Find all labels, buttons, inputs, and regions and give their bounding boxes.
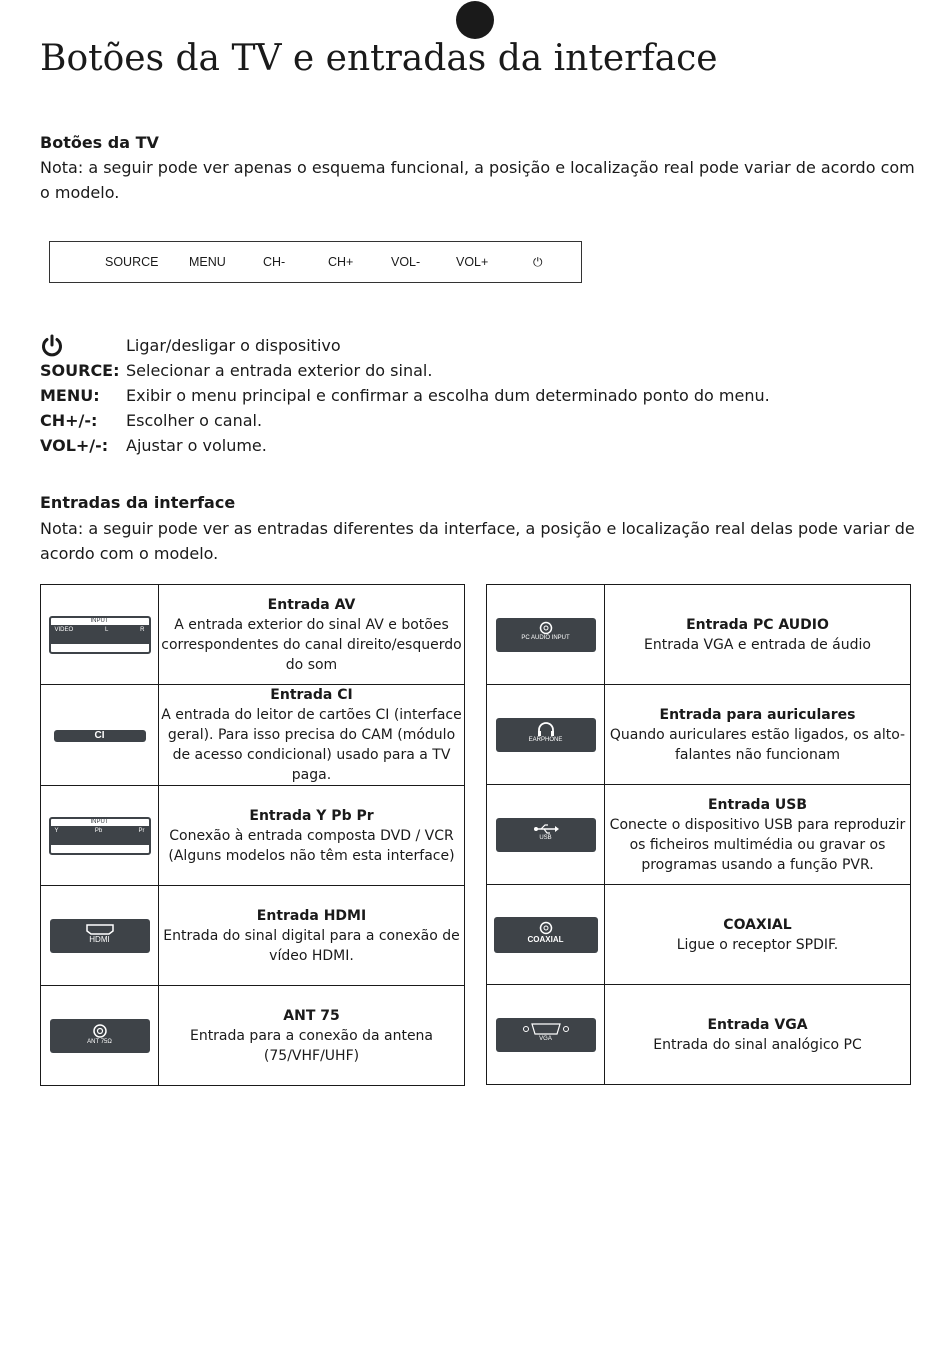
table-row <box>41 585 465 685</box>
legend-power-desc: Ligar/desligar o dispositivo <box>126 336 341 355</box>
ypbpr-plate-pr: Pr <box>138 827 145 834</box>
port-title: ANT 75 <box>283 1007 340 1024</box>
power-icon <box>40 334 64 362</box>
table-row <box>41 986 465 1086</box>
tv-button-bar <box>49 241 582 283</box>
legend-ch-term: CH+/-: <box>40 411 98 430</box>
port-desc: Entrada do sinal digital para a conexão de vídeo HDMI. <box>163 927 460 964</box>
ci-plate-cell <box>41 685 159 786</box>
vga-plate-cell <box>487 985 605 1085</box>
bar-vol-minus: VOL- <box>391 255 421 269</box>
av-plate-header: INPUT <box>51 618 149 626</box>
vga-plate-label: VGA <box>539 1035 552 1042</box>
ypbpr-plate-cell <box>41 786 159 886</box>
ypbpr-plate-header: INPUT <box>51 819 149 827</box>
ypbpr-plate-y: Y <box>54 827 59 834</box>
port-title: Entrada HDMI <box>256 907 367 924</box>
usb-icon <box>496 818 596 852</box>
earphone-text-cell <box>605 685 911 785</box>
headphone-icon <box>496 718 596 752</box>
hdmi-port-icon <box>50 919 150 953</box>
ports-table-right <box>486 584 911 1085</box>
ypbpr-input-icon <box>49 817 151 855</box>
hdmi-plate-label: HDMI <box>89 934 110 944</box>
earphone-plate-label: EARPHONE <box>528 736 563 743</box>
page-marker-dot <box>456 1 494 39</box>
pc-audio-port-icon <box>496 618 596 652</box>
ypbpr-text-cell <box>159 786 465 886</box>
usb-plate-label: USB <box>539 834 552 841</box>
table-row <box>41 886 465 986</box>
hdmi-plate-cell <box>41 886 159 986</box>
buttons-heading: Botões da TV <box>40 133 159 152</box>
hdmi-text-cell <box>159 886 465 986</box>
ypbpr-plate-pb: Pb <box>94 827 103 834</box>
port-desc: Entrada do sinal analógico PC <box>653 1036 862 1053</box>
port-desc: Ligue o receptor SPDIF. <box>676 936 839 953</box>
av-input-icon <box>49 616 151 654</box>
table-row <box>487 585 911 685</box>
legend-source-desc: Selecionar a entrada exterior do sinal. <box>126 361 433 380</box>
ports-table-left <box>40 584 465 1086</box>
port-title: Entrada AV <box>267 596 356 613</box>
bar-source: SOURCE <box>105 255 159 269</box>
bar-ch-plus: CH+ <box>328 255 354 269</box>
earphone-plate-cell <box>487 685 605 785</box>
bar-power-icon: ⏻ <box>533 255 543 269</box>
port-title: Entrada CI <box>270 687 353 703</box>
bar-ch-minus: CH- <box>263 255 286 269</box>
port-desc: Entrada para a conexão da antena (75/VHF/UHF) <box>189 1027 434 1064</box>
ci-slot-icon <box>54 730 146 742</box>
ci-text-cell <box>159 685 465 786</box>
port-title: COAXIAL <box>723 916 792 933</box>
coaxial-text-cell <box>605 885 911 985</box>
port-desc: A entrada exterior do sinal AV e botões correspondentes do canal direito/esquerdo do som <box>161 616 462 673</box>
legend-ch-desc: Escolher o canal. <box>126 411 263 430</box>
page-title: Botões da TV e entradas da interface <box>40 38 718 79</box>
coaxial-plate-label: COAXIAL <box>527 934 564 944</box>
bar-menu: MENU <box>189 255 226 269</box>
port-title: Entrada PC AUDIO <box>686 616 829 633</box>
port-title: Entrada para auriculares <box>659 706 856 723</box>
port-desc: A entrada do leitor de cartões CI (interface geral). Para isso precisa do CAM (módulo de acesso condicional) usado para a TV paga. <box>161 707 462 783</box>
port-desc: Conecte o dispositivo USB para reproduzir os ficheiros multimédia ou gravar os programas usando a função PVR. <box>609 816 906 873</box>
ci-plate-label: CI <box>94 730 105 741</box>
port-desc: Quando auriculares estão ligados, os alto-falantes não funcionam <box>609 726 906 763</box>
table-row <box>487 885 911 985</box>
table-row <box>41 786 465 886</box>
pcaudio-plate-label: PC AUDIO INPUT <box>521 634 570 641</box>
av-plate-cell <box>41 585 159 685</box>
av-text-cell <box>159 585 465 685</box>
buttons-note: Nota: a seguir pode ver apenas o esquema funcional, a posição e localização real pode variar de acordo com o modelo. <box>40 158 915 202</box>
port-title: Entrada USB <box>707 796 808 813</box>
vga-port-icon <box>496 1018 596 1052</box>
port-title: Entrada VGA <box>707 1016 808 1033</box>
usb-plate-cell <box>487 785 605 885</box>
port-desc: Entrada VGA e entrada de áudio <box>644 636 871 653</box>
bar-vol-plus: VOL+ <box>456 255 489 269</box>
interface-note: Nota: a seguir pode ver as entradas diferentes da interface, a posição e localização real delas pode variar de acordo com o modelo. <box>40 519 915 563</box>
av-plate-l: L <box>104 626 109 633</box>
av-plate-video: VIDEO <box>54 626 74 633</box>
usb-text-cell <box>605 785 911 885</box>
table-row <box>487 685 911 785</box>
av-plate-r: R <box>140 626 145 633</box>
legend-vol-term: VOL+/-: <box>40 436 109 455</box>
legend-menu-desc: Exibir o menu principal e confirmar a escolha dum determinado ponto do menu. <box>126 386 770 405</box>
table-row <box>487 985 911 1085</box>
legend-source-term: SOURCE: <box>40 361 120 380</box>
port-desc: Conexão à entrada composta DVD / VCR (Alguns modelos não têm esta interface) <box>168 827 455 864</box>
port-title: Entrada Y Pb Pr <box>249 807 374 824</box>
table-row <box>487 785 911 885</box>
coaxial-plate-cell <box>487 885 605 985</box>
vga-text-cell <box>605 985 911 1085</box>
coaxial-port-icon <box>494 917 598 953</box>
pcaudio-plate-cell <box>487 585 605 685</box>
ant-plate-label: ANT 75Ω <box>87 1038 112 1045</box>
ant-text-cell <box>159 986 465 1086</box>
table-row <box>41 685 465 786</box>
legend-vol-desc: Ajustar o volume. <box>126 436 267 455</box>
antenna-port-icon <box>50 1019 150 1053</box>
legend-menu-term: MENU: <box>40 386 100 405</box>
pcaudio-text-cell <box>605 585 911 685</box>
interface-heading: Entradas da interface <box>40 493 236 512</box>
ant-plate-cell <box>41 986 159 1086</box>
